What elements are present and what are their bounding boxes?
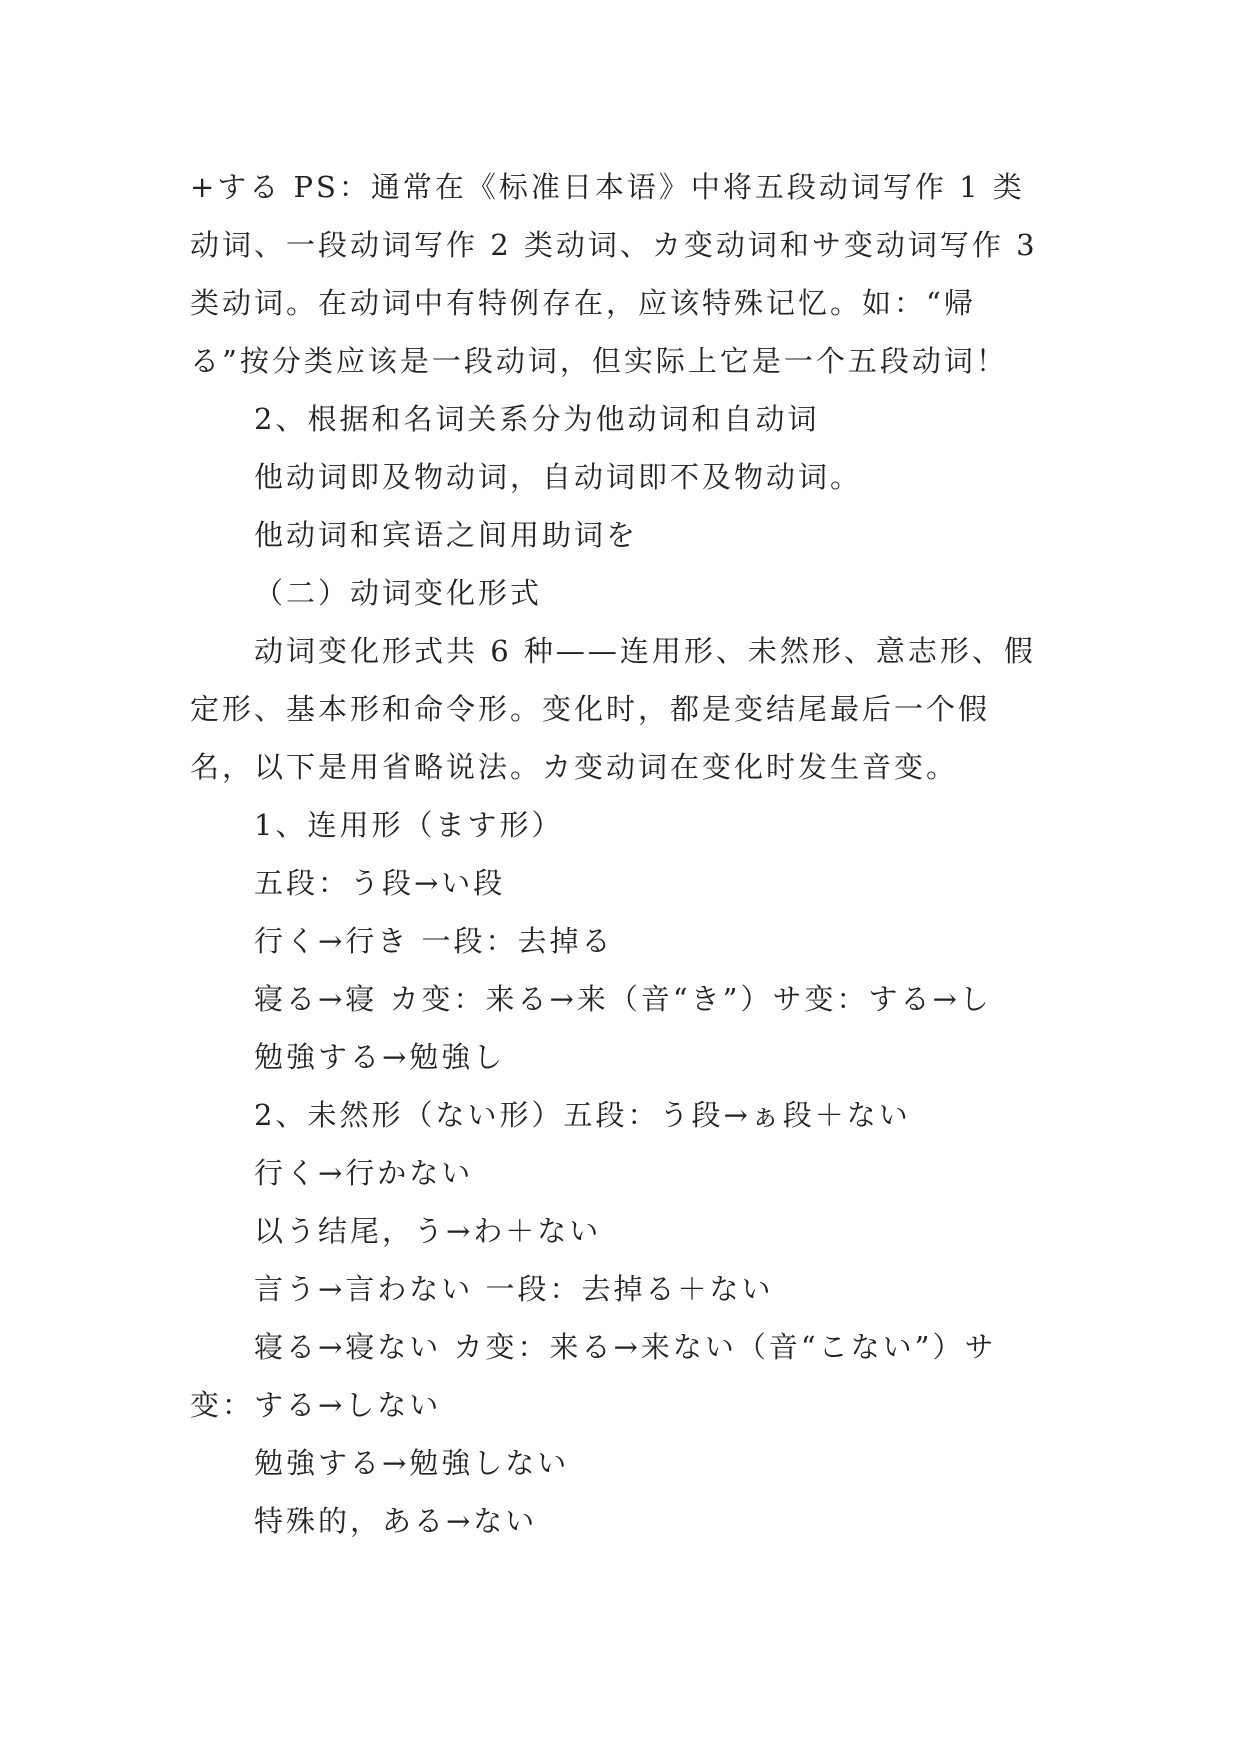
paragraph: 行く→行き 一段：去掉る: [254, 924, 614, 958]
paragraph: 行く→行かない: [254, 1156, 474, 1190]
paragraph: 特殊的，ある→ない: [254, 1504, 538, 1538]
paragraph: 寝る→寝 カ变：来る→来（音“き”）サ变：する→し: [254, 982, 992, 1016]
paragraph: 2、根据和名词关系分为他动词和自动词: [254, 402, 820, 436]
paragraph: +する PS：通常在《标准日本语》中将五段动词写作 1 类动词、一段动词写作 2 类动词、カ变动词和サ变动词写作 3 类动词。在动词中有特例存在，应该特殊记忆。如：“帰る”按分类应该是一段动词，但实际上它是一个五段动词！: [190, 170, 1038, 378]
paragraph: 言う→言わない 一段：去掉る＋ない: [254, 1272, 774, 1306]
paragraph: 他动词即及物动词，自动词即不及物动词。: [254, 460, 863, 494]
paragraph: 寝る→寝ない カ变：来る→来ない（音“こない”）サ变：する→しない: [190, 1330, 997, 1422]
paragraph: 动词变化形式共 6 种——连用形、未然形、意志形、假定形、基本形和命令形。变化时，都是变结尾最后一个假名，以下是用省略说法。カ变动词在变化时发生音变。: [190, 634, 1036, 784]
subsection-heading: 1、连用形（ます形）: [254, 808, 564, 842]
paragraph: 他动词和宾语之间用助词を: [254, 518, 639, 552]
paragraph: 勉強する→勉強しない: [254, 1446, 570, 1480]
paragraph: 五段：う段→い段: [254, 866, 506, 900]
paragraph: 以う结尾，う→わ＋ない: [254, 1214, 602, 1248]
paragraph: 勉強する→勉強し: [254, 1040, 506, 1074]
subsection-heading: 2、未然形（ない形）五段：う段→ぁ段＋ない: [254, 1098, 911, 1132]
body-text: [190, 158, 1050, 1550]
section-heading: （二）动词变化形式: [254, 576, 543, 610]
